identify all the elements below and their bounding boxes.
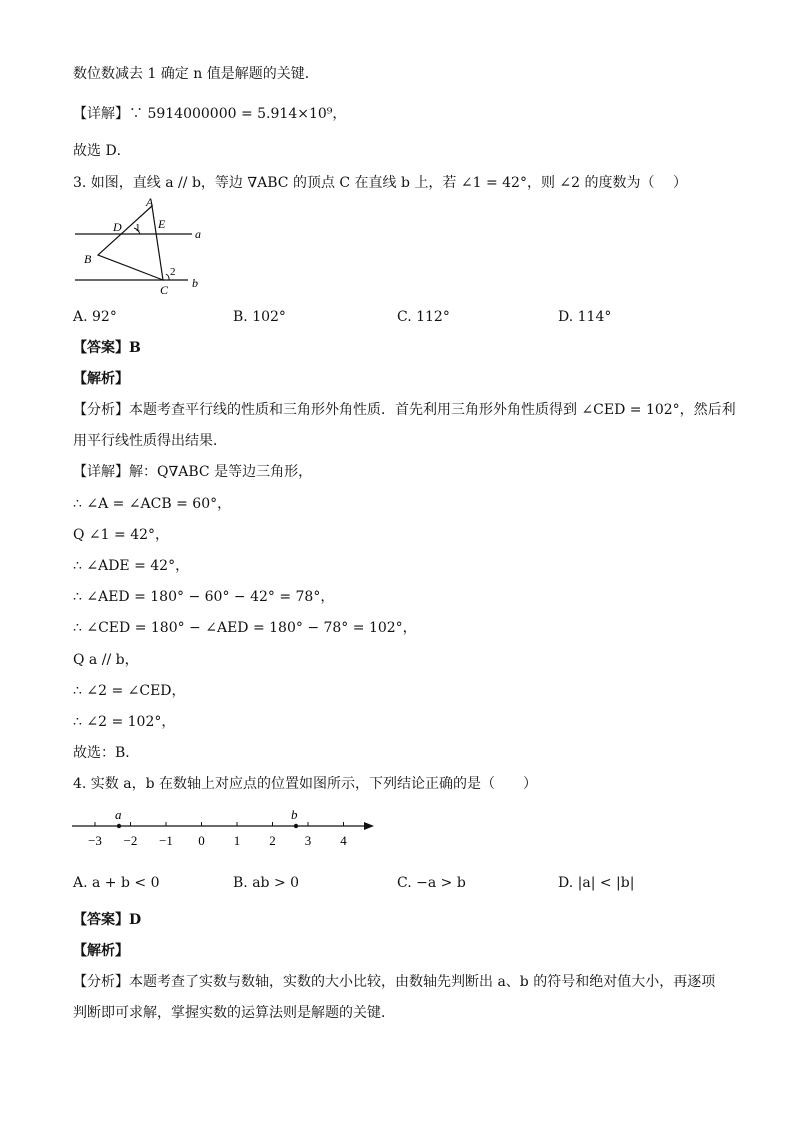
line-3: 故选 D． [73, 143, 131, 159]
q4-option-c: C. −a > b [397, 875, 466, 891]
q3-step-8: ∴ ∠2 = ∠CED， [73, 683, 186, 699]
q3-step-5: ∴ ∠AED = 180° − 60° − 42° = 78°， [73, 589, 335, 605]
q3-step-10: 故选：B． [73, 745, 140, 761]
question-4: 4. 实数 a，b 在数轴上对应点的位置如图所示，下列结论正确的是（ ） [73, 776, 538, 792]
label-E: E [158, 217, 166, 231]
q4-option-a: A. a + b < 0 [73, 875, 160, 891]
angle-2-arc [166, 274, 169, 280]
label-1: 1 [135, 222, 141, 234]
question-3: 3. 如图，直线 a // b，等边 ∇ABC 的顶点 C 在直线 b 上，若 ∠1 = 42°，则 ∠2 的度数为（ ） [73, 175, 687, 191]
label-b: b [192, 276, 198, 290]
axis-arrow [364, 822, 374, 830]
tick-label: 4 [340, 833, 347, 848]
q3-fenxi-2: 用平行线性质得出结果． [73, 433, 227, 449]
tick-label: 1 [233, 833, 241, 848]
triangle-figure [70, 192, 220, 302]
q3-fenxi-1: 【分析】本题考查平行线的性质和三角形外角性质．首先利用三角形外角性质得到 ∠CED = 102°，然后利 [73, 402, 736, 418]
q4-answer: 【答案】D [73, 912, 142, 928]
number-line-figure [70, 804, 380, 854]
tick-label: −2 [123, 833, 138, 848]
q3-option-c: C. 112° [397, 309, 450, 325]
point-b [294, 824, 298, 828]
q3-step-1: 【详解】解：Q∇ABC 是等边三角形， [73, 464, 313, 480]
line-1: 数位数减去 1 确定 n 值是解题的关键． [73, 66, 319, 82]
tick-label: 0 [198, 833, 205, 848]
tick-label: −1 [159, 833, 173, 848]
triangle-abc [98, 206, 163, 280]
tick-label: 2 [269, 833, 276, 848]
q3-option-d: D. 114° [558, 309, 612, 325]
label-A: A [146, 195, 154, 209]
point-label-b: b [291, 807, 298, 822]
point-label-a: a [115, 807, 122, 822]
q4-option-b: B. ab > 0 [233, 875, 300, 891]
label-a: a [195, 227, 201, 241]
q3-option-a: A. 92° [73, 309, 117, 325]
q3-option-b: B. 102° [233, 309, 286, 325]
label-D: D [113, 220, 122, 234]
label-C: C [160, 283, 169, 297]
tick-label: −3 [88, 833, 102, 848]
q3-step-3: Q ∠1 = 42°， [73, 527, 170, 543]
label-2: 2 [170, 266, 176, 278]
q3-step-2: ∴ ∠A = ∠ACB = 60°， [73, 496, 232, 512]
q4-option-d: D. |a| < |b| [558, 875, 635, 891]
tick-label: 3 [304, 833, 312, 848]
point-a [117, 824, 121, 828]
q3-answer: 【答案】B [73, 340, 141, 356]
q3-step-6: ∴ ∠CED = 180° − ∠AED = 180° − 78° = 102°， [73, 620, 417, 636]
q4-fenxi-2: 判断即可求解，掌握实数的运算法则是解题的关键． [73, 1005, 395, 1021]
q3-step-4: ∴ ∠ADE = 42°， [73, 558, 190, 574]
label-B: B [84, 252, 92, 266]
q3-jiexi: 【解析】 [73, 371, 129, 387]
line-2: 【详解】∵ 5914000000 = 5.914×10⁹， [73, 106, 347, 122]
q4-jiexi: 【解析】 [73, 943, 129, 959]
q4-fenxi-1: 【分析】本题考查了实数与数轴，实数的大小比较，由数轴先判断出 a、b 的符号和绝对值大小，再逐项 [73, 974, 716, 990]
q3-step-7: Q a // b， [73, 652, 139, 668]
q3-step-9: ∴ ∠2 = 102°， [73, 714, 176, 730]
